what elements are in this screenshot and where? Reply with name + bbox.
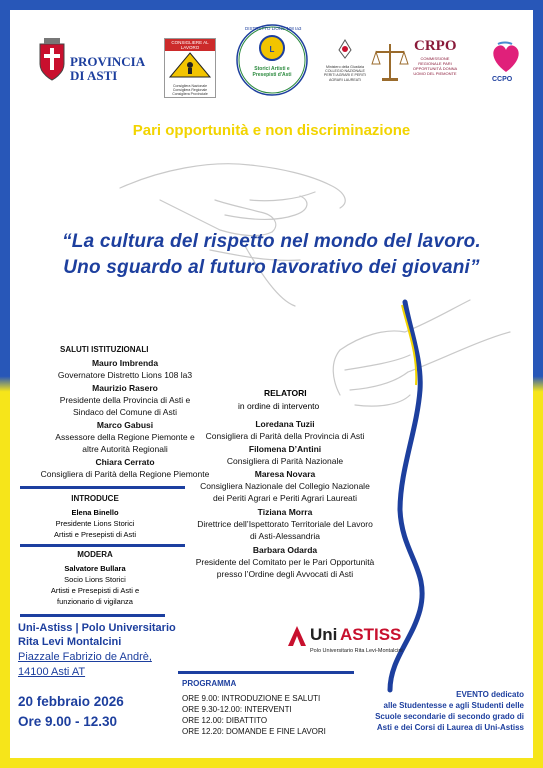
relatori-role-4a: Direttrice dell’Ispettorato Territoriale del Lavoro [197, 519, 373, 529]
venue-line3[interactable]: Piazzale Fabrizio de Andrè, [18, 651, 152, 663]
modera-heading: MODERA [77, 550, 113, 559]
lions-logo [235, 22, 309, 102]
title-line1: “La cultura del rispetto nel mondo del lavoro. [62, 231, 481, 252]
logo-row [10, 10, 533, 110]
tagline: Pari opportunità e non discriminazione [132, 122, 411, 139]
relatori-name-2: Filomena D’Antini [248, 444, 322, 454]
programma-item-2: ORE 9.30-12.00: INTERVENTI [182, 705, 292, 714]
rule-left-1 [20, 486, 185, 489]
relatori-role-3a: Consigliera Nazionale del Collegio Nazionale [200, 481, 370, 491]
event-date: 20 febbraio 2026 [18, 694, 124, 709]
heart-map-icon [488, 40, 524, 74]
uniastiss-logo [286, 622, 446, 658]
italian-emblem-icon [320, 38, 370, 60]
relatori-role-5b: presso l’Ordine degli Avvocati di Asti [216, 569, 354, 579]
rule-left-3 [20, 614, 165, 617]
periti-text: Ministero della Giustizia COLLEGIO NAZIONALE PERITI AGRARI E PERITI AGRARI LAUREATI [323, 65, 367, 82]
modera-role-3: funzionario di vigilanza [57, 597, 133, 606]
saluti-name-2: Maurizio Rasero [92, 383, 158, 393]
saluti-name-3: Marco Gabusi [96, 420, 154, 430]
relatori-role-3b: dei Periti Agrari e Periti Agrari Laureati [212, 493, 358, 503]
venue-line2: Rita Levi Montalcini [18, 636, 122, 648]
uniastiss-mark-icon [286, 624, 312, 648]
uniastiss-brand-astiss: ASTISS [340, 625, 402, 644]
programma-item-3: ORE 12.00: DIBATTITO [182, 716, 268, 725]
introduce-heading: INTRODUCE [71, 494, 119, 503]
saluti-role-2a: Presidente della Provincia di Asti e [59, 395, 191, 405]
consigliere-head: CONSIGLIERE AL LAVORO [165, 39, 215, 51]
scales-icon [370, 38, 410, 88]
event-time: Ore 9.00 - 12.30 [18, 714, 118, 729]
evento-line3: Scuole secondarie di secondo grado di [375, 712, 524, 721]
introduce-role-2: Artisti e Presepisti di Asti [53, 530, 137, 539]
modera-name: Salvatore Bullara [64, 564, 126, 573]
saluti-role-1: Governatore Distretto Lions 108 la3 [57, 370, 193, 380]
programma-heading: PROGRAMMA [182, 679, 237, 688]
relatori-name-5: Barbara Odarda [252, 545, 318, 555]
crpo-logo [412, 38, 458, 98]
warning-sign-icon [165, 51, 215, 79]
relatori-name-3: Maresa Novara [254, 469, 316, 479]
provincia-asti-logo [36, 38, 146, 88]
introduce-name: Elena Binello [71, 508, 119, 517]
uniastiss-brand-uni: Uni [310, 625, 338, 644]
justice-scales-logo [370, 38, 410, 88]
saluti-role-2b: Sindaco del Comune di Asti [73, 407, 177, 417]
rule-left-2 [20, 544, 185, 547]
relatori-name-1: Loredana Tuzii [255, 419, 315, 429]
provincia-line1: PROVINCIA [70, 54, 146, 69]
evento-line1: EVENTO dedicato [456, 690, 524, 699]
relatori-role-5a: Presidente del Comitato per le Pari Opportunità [195, 557, 375, 567]
evento-line2: alle Studentesse e agli Studenti delle [383, 701, 524, 710]
periti-agrari-logo [320, 38, 370, 94]
shield-icon [36, 38, 68, 82]
relatori-role-4b: di Asti-Alessandria [250, 531, 320, 541]
programma-item-4: ORE 12.20: DOMANDE E FINE LAVORI [182, 727, 326, 736]
relatori-name-4: Tiziana Morra [257, 507, 313, 517]
relatori-role-2: Consigliera di Parità Nazionale [226, 456, 344, 466]
poster-sheet [10, 10, 533, 758]
venue-line4[interactable]: 14100 Asti AT [18, 666, 86, 678]
saluti-name-1: Mauro Imbrenda [91, 358, 159, 368]
ccpo-acronym: CCPO [492, 76, 513, 83]
saluti-role-3a: Assessore della Regione Piemonte e [55, 432, 195, 442]
lions-label: Storici Artisti e Presepisti d'Asti [252, 66, 292, 78]
saluti-role-3b: altre Autorità Regionali [82, 444, 168, 454]
relatori-role-1: Consigliera di Parità della Provincia di Asti [205, 431, 365, 441]
relatori-subheading: in ordine di intervento [238, 401, 320, 411]
lions-emblem-icon [235, 22, 309, 98]
provincia-line2: DI ASTI [70, 68, 118, 83]
lions-ring-text: DISTRETTO LIONS 108 Ia3 [245, 26, 302, 31]
ccpo-logo [488, 40, 528, 92]
modera-role-1: Socio Lions Storici [64, 575, 126, 584]
crpo-acronym: CRPO [414, 38, 457, 54]
saluti-heading: SALUTI ISTITUZIONALI [60, 345, 149, 354]
evento-line4: Asti e dei Corsi di Laurea di Uni-Astiss [376, 723, 524, 732]
svg-text:L: L [269, 45, 275, 54]
consigliere-logo [164, 38, 216, 98]
uniastiss-sub: Polo Universitario Rita Levi-Montalcini [310, 648, 403, 654]
programma-item-1: ORE 9.00: INTRODUZIONE E SALUTI [182, 694, 321, 703]
introduce-role-1: Presidente Lions Storici [55, 519, 135, 528]
rule-programma [178, 671, 354, 674]
saluti-name-4: Chiara Cerrato [95, 457, 155, 467]
crpo-text: COMMISSIONE REGIONALE PARI OPPORTUNITÀ DONNA UOMO DEL PIEMONTE [412, 56, 458, 76]
venue-line1: Uni-Astiss | Polo Universitario [18, 622, 176, 634]
title-line2: Uno sguardo al futuro lavorativo dei giovani” [63, 257, 480, 278]
saluti-role-4: Consigliera di Parità della Regione Piemonte [40, 469, 210, 479]
consigliere-foot: Consigliera Nazionale Consigliera Regionale Consigliera Provinciale [172, 84, 208, 96]
modera-role-2: Artisti e Presepisti di Asti e [50, 586, 140, 595]
relatori-heading: RELATORI [264, 388, 307, 398]
